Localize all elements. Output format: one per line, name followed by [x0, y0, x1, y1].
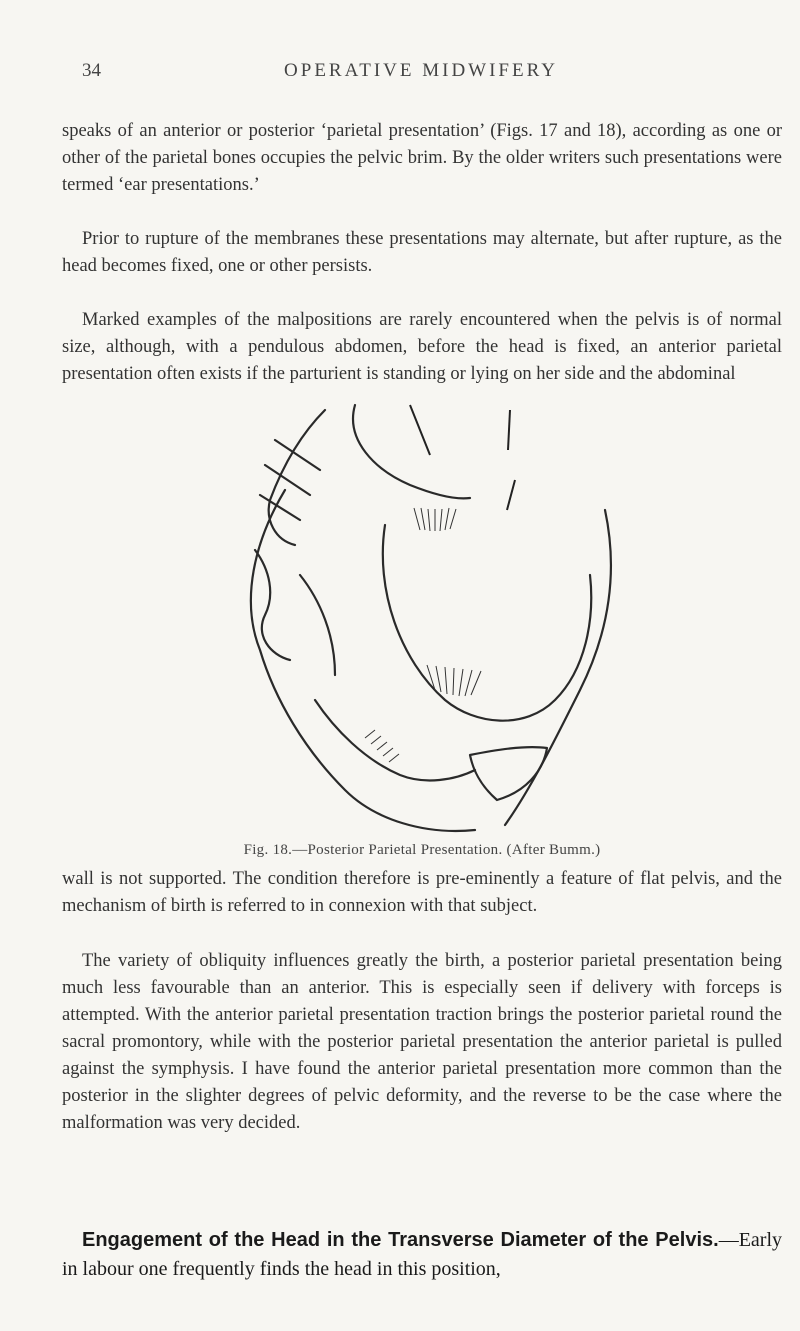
uterine-fold — [300, 575, 335, 675]
paragraph-1: speaks of an anterior or posterior ‘parietal presentation’ (Figs. 17 and 18), according as one or other of the parietal bones occupies the pelvic brim. By the older writers such presentations were termed ‘ear presentations.’ — [62, 121, 782, 195]
paragraph-2: Prior to rupture of the membranes these presentations may alternate, but after rupture, as the head becomes fixed, one or other persists. — [62, 229, 782, 276]
paragraph-4: wall is not supported. The condition therefore is pre-eminently a feature of flat pelvis, and the mechanism of birth is referred to in connexion with that subject. — [62, 869, 782, 916]
figure-caption: Fig. 18.—Posterior Parietal Presentation. (After Bumm.) — [243, 842, 601, 858]
hand-outline — [255, 550, 290, 660]
page-header — [82, 60, 760, 90]
symphysis-outline — [470, 747, 547, 800]
paragraph-6 — [62, 1226, 782, 1284]
forearm-outline — [353, 405, 470, 498]
pelvis-right-wall — [505, 510, 611, 825]
section-heading: Engagement of the Head in the Transverse Diameter of the Pelvis. — [82, 1229, 719, 1251]
sacral-curve — [315, 700, 475, 780]
fetal-head-outline — [383, 525, 591, 721]
pointer-lines — [410, 405, 515, 510]
page-number: 34 — [82, 60, 101, 81]
paragraph-3: Marked examples of the malpositions are rarely encountered when the pelvis is of normal size, although, with a pendulous abdomen, before the head is fixed, an anterior parietal presentation often exists if the parturient is standing or lying on her side and the abdominal — [62, 310, 782, 384]
posterior-parietal-presentation-figure — [225, 400, 630, 840]
paragraph-6-text: —Early in labour one frequently finds the head in this position, — [62, 1229, 782, 1280]
paragraph-5: The variety of obliquity influences greatly the birth, a posterior parietal presentation being much less favourable than an anterior. This is especially seen if delivery with forceps is attempted. With the anterior parietal presentation traction brings the posterior parietal round the sacral promontory, while with the posterior parietal presentation the anterior parietal is pulled against the symphysis. I have found the anterior parietal presentation more common than the posterior in the slighter degrees of pelvic deformity, and the reverse to be the case where the malformation was very decided. — [62, 951, 782, 1133]
upper-arm-outline — [269, 410, 325, 545]
running-head: OPERATIVE MIDWIFERY — [284, 60, 558, 81]
